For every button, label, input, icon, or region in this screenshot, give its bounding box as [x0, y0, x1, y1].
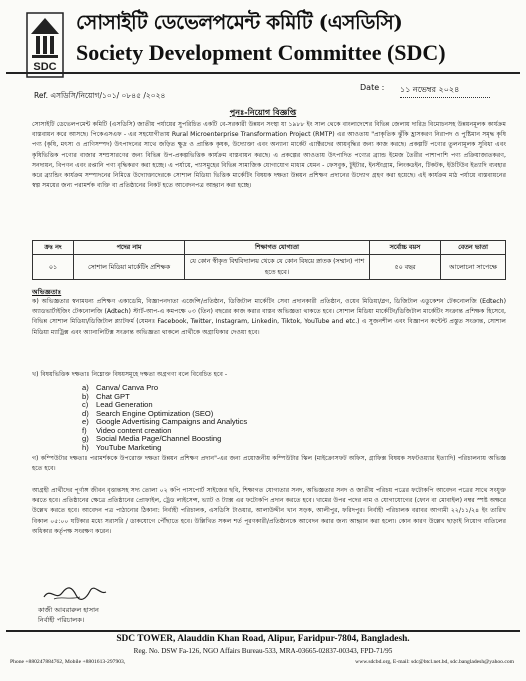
- skill-text: Video content creation: [96, 425, 172, 435]
- list-marker: a): [82, 383, 89, 392]
- cell-post: সোশাল মিডিয়া মার্কেটিং প্রশিক্ষক: [74, 255, 185, 280]
- header-divider: [6, 72, 520, 74]
- org-title-bangla: সোসাইটি ডেভেলপমেন্ট কমিটি (এসডিসি): [76, 10, 403, 34]
- footer-phone: Phone +880247884762, Mobile +8801613-297903,: [10, 659, 126, 665]
- list-marker: g): [82, 434, 89, 443]
- skill-text: Lead Generation: [96, 400, 153, 409]
- skill-text: YouTube Marketing: [96, 442, 162, 452]
- list-marker: f): [82, 425, 87, 435]
- sdc-logo: [26, 12, 64, 78]
- cell-education: যে কোন স্বীকৃত বিশ্ববিদ্যালয় থেকে যে কোন বিষয়ে স্নাতক (সম্মান) পাশ হতে হবে।: [185, 255, 370, 280]
- reference-number: Ref. এসডিসি/নিয়োগ/১০১/ ০৮৪৫ /২০২৪: [34, 91, 166, 100]
- skill-text: Google Advertising Campaigns and Analytics: [96, 417, 248, 426]
- experience-heading: অভিজ্ঞতাঃ: [32, 288, 62, 296]
- position-table: [32, 240, 506, 280]
- list-marker: e): [82, 417, 89, 426]
- col-education: শিক্ষাগত যোগ্যতা: [185, 241, 370, 255]
- org-title-english: Society Development Committee (SDC): [76, 40, 446, 65]
- skills-list: [82, 384, 247, 452]
- list-marker: b): [82, 391, 89, 401]
- footer-address: SDC TOWER, Alauddin Khan Road, Alipur, Faridpur-7804, Bangladesh.: [116, 634, 410, 644]
- list-marker: c): [82, 400, 89, 409]
- table-header-row: [33, 241, 506, 255]
- application-instructions: আগ্রহী প্রার্থীদের পূর্ণাঙ্গ জীবন বৃত্তান্তসহ সদ্য তোলা ০২ কপি পাসপোর্ট সাইজের ছবি, শিক্ষাগত যোগ্যতার সনদ, অভিজ্ঞতার সনদ ও জাতীয় পরিচয় পত্রের ফটোকপি আবেদন পত্রের সাথে সংযুক্ত করতে হবে। প্রতিষ্ঠানের ক্ষেত্রে প্রতিষ্ঠানের প্রোফাইল, ট্রেড লাইসেন্স, ভ্যাট ও ট্যাক্স এর ফটোকপি প্রদান করতে হবে। খামের উপর পদের নাম ও যোগাযোগের (ফোন বা মোবাইল) নম্বর স্পষ্ট অক্ষরে উল্লেখ করতে হবে। আবেদন পত্র পাঠানোর ঠিকানা: নির্বাহী পরিচালক, এসডিসি টাওয়ার, আলাউদ্দীন খান সড়ক, আলীপুর, ফরিদপুর। নির্বাহী পরিচালক বরাবর আগামী ২২/১১/২৪ ইং তারিখ বিকাল ০৫:০০ ঘটিকার মধ্যে সরাসরি / ডাকযোগে পৌঁছাতে হবে। উল্লিখিত সকল শর্ত পূরণকারী/প্রতিষ্ঠানকে আবেদন করার জন্য আহ্বান করা হলো। কোন কারণ উল্লেখ ছাড়াই নিয়োগ বাতিলের অধিকার কর্তৃপক্ষ সংরক্ষণ করেন।: [32, 487, 506, 535]
- list-marker: d): [82, 408, 89, 418]
- table-row: [33, 255, 506, 280]
- skill-text: Search Engine Optimization (SEO): [96, 408, 214, 418]
- cell-serial: ০১: [33, 255, 74, 280]
- date-value: ১১ নভেম্বর ২০২৪: [400, 84, 490, 98]
- notice-title: পুনঃ-নিয়োগ বিজ্ঞপ্তি: [229, 108, 297, 117]
- cell-salary: আলোচনা সাপেক্ষে: [441, 255, 506, 280]
- list-marker: h): [82, 442, 89, 452]
- intro-paragraph: সোসাইটি ডেভেলপমেন্ট কমিটি (এসডিসি) জাতীয় পর্যায়ের সুপরিচিত একটি বে-সরকারী উন্নয়ন সংস্থা যা ১৯৮৮ ইং সাল থেকে বাংলাদেশের বিভিন্ন জেলায় দারিদ্র বিমোচনসহ উন্নয়নমূলক কার্যক্রম বাস্তবায়ন করে আসছে। পিকেএসএফ - এর সহযোগীতায় Rural Microenterprise Transformation Project (RMTP) এর আওতায় "প্রাকৃতিক ঝুঁকি হ্রাসকরণ নিরাপদ ও পুষ্টিমান সমৃদ্ধ কৃষি পণ্য (কৃষি, মৎস্য ও প্রাণিসম্পদ) উৎপাদনের সাথে জড়িত ক্ষুদ্র ও প্রান্তিক কৃষক, উদ্যোক্তা এবং অন্যান্য মার্কেট এ্যাক্টরদের আয়বৃদ্ধির জন্য কাজ করছে। প্রকল্পটি পণ্যের তুলনামূলক সুবিধা এবং কৃষিভিত্তিক পণ্যের বাজার সম্প্রসারণের জন্য বিভিন্ন উপ-প্রকল্পভিত্তিক কার্যক্রম বাস্তবায়ন করছে। এ প্রকল্পের আওতায় উৎপাদিত পণ্যের ব্র্যান্ড ইমেজ তৈরীর পাশাপাশি পণ্য প্রক্রিয়াজাতকরণ, সনদায়ন, বিপণন এবং রপ্তানি পণ্য বৃদ্ধিকরণ করা হচ্ছে। এ পর্যায়ে, প্যাসমুহের বিভিন্ন সামাজিক যোগাযোগ মাধ্যম যেমন - ফেসবুক, টুইটার, ইনস্টাগ্রাম, লিংকডইন, টিকটক, ইউটিউব ইত্যাদি ব্যবহার করে ব্র্যান্ডিং কার্যক্রম সম্পাদনের নিমিত্তে উদ্যোক্তাদেরকে সোশাল মিডিয়া ভিত্তিক মার্কেটিং বিষয়ক দক্ষতা উন্নয়ন প্রশিক্ষণ প্রদানের উদ্যোগ গ্রহণ করা হয়েছে। এই কার্যক্রম মাঠ পর্যায়ে বাস্তবায়নের স্বল্প সময়ের জন্য পরামর্শক ব্যক্তি বা প্রতিষ্ঠানের নিকট হতে আবেদনপত্র আহ্বান করা হচ্ছে।: [32, 121, 506, 190]
- footer-registration: Reg. No. DSW Fa-126, NGO Affairs Bureau-533, MRA-03665-02837-00343, FPD-71/95: [133, 647, 393, 655]
- date-label: Date :: [360, 83, 385, 92]
- cell-age: ৫০ বছর: [370, 255, 441, 280]
- footer-divider: [6, 630, 520, 632]
- signature-image: [40, 585, 110, 603]
- list-item: [82, 444, 247, 453]
- footer-web-email: www.sdcbd.org, E-mail: sdc@btcl.net.bd, sdc.bangladesh@yahoo.com: [355, 659, 514, 665]
- skill-text: Canva/ Canva Pro: [96, 383, 159, 392]
- signatory-name: কাজী আবরারুল হাসান: [38, 606, 99, 614]
- skill-text: Chat GPT: [96, 391, 130, 401]
- col-serial: ক্রঃ নং: [33, 241, 74, 255]
- experience-paragraph-kha: খ) বিষয়ভিত্তিক দক্ষতাঃ নিম্নোক্ত বিষয়সমূহে দক্ষতা অগ্রগণ্য বলে বিবেচিত হবে -: [32, 371, 228, 378]
- experience-paragraph-ka: ক) অভিজ্ঞতার স্বনামধন্য প্রশিক্ষণ একাডেমি, বিজ্ঞাপনদাতা এজেন্সি/প্রতিষ্ঠান, ডিজিটাল মার্কেটিং সেবা প্রদানকারী প্রতিষ্ঠান, ওয়েব মিডিয়া/ব্লগ, ডিজিটাল এডুকেশন টেকনোলজি (Edtech) অ্যাডভার্টাইজিং টেকনোলজি (Adtech) স্টার্ট-আপ-এ কমপক্ষে ০৩ (তিন) বছরের কাজ করার বাস্তব অভিজ্ঞতা থাকতে হবে। সোশাল মিডিয়া মার্কেটিং/ডিজিটাল মার্কেটিং সংক্রান্ত প্রশিক্ষক হিসেবে, বিভিন্ন সোশাল মিডিয়া/ডিজিটাল প্ল্যাটফর্ম (যেমনঃ Facebook, Twitter, Instagram, Linkedin, Tiktok, YouTube and etc.) এ সুজনশীল এবং বিজ্ঞাপন কন্টেন্ট প্রস্তুত সংক্রান্ত, সোশাল মিডিয়া ম্যাট্রিক্স এবং অ্যানালিটিক্স সংক্রান্ত অভিজ্ঞতা থাকলে প্রার্থীকে অগ্রাধিকার দেওয়া হবে।: [32, 298, 506, 336]
- signatory-title: নির্বাহী পরিচালক।: [38, 616, 85, 624]
- col-age: সর্বোচ্চ বয়স: [370, 241, 441, 255]
- col-salary: বেতন ভাতা: [441, 241, 506, 255]
- experience-paragraph-ga: গ) কম্পিউটার দক্ষতাঃ পরামর্শককে উপরোক্ত দক্ষতা উন্নয়ন প্রশিক্ষণ প্রদান"-এর জন্য প্রয়োজনীয় কম্পিউটার স্কিল (মাইক্রোসফট অফিস, গ্রাফিক্স বিষয়ক সফটওয়্যার ইত্যাদি) পরিচালনায় অভিজ্ঞ হতে হবে।: [32, 455, 506, 473]
- col-post: পদের নাম: [74, 241, 185, 255]
- logo-text: SDC: [33, 61, 57, 73]
- skill-text: Social Media Page/Channel Boosting: [96, 434, 222, 443]
